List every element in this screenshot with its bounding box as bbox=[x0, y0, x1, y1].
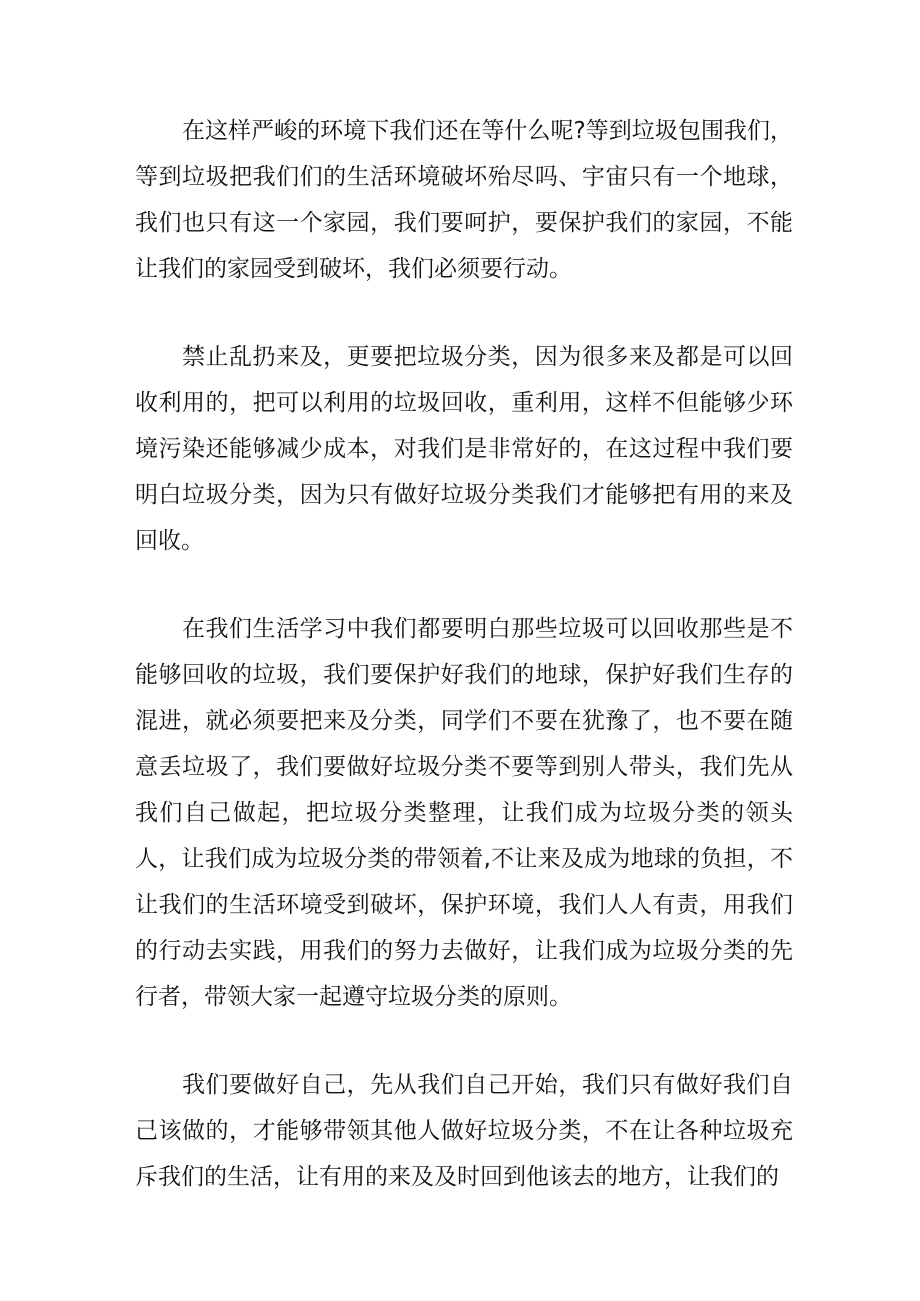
paragraph-2: 禁止乱扔来及，更要把垃圾分类，因为很多来及都是可以回收利用的，把可以利用的垃圾回收，重利用，这样不但能够少环境污染还能够减少成本，对我们是非常好的，在这过程中我们要明白垃圾分类，因为只有做好垃圾分类我们才能够把有用的来及回收。 bbox=[135, 344, 793, 554]
paragraph-3: 在我们生活学习中我们都要明白那些垃圾可以回收那些是不能够回收的垃圾，我们要保护好我们的地球，保护好我们生存的混进，就必须要把来及分类，同学们不要在犹豫了，也不要在随意丢垃圾了，我们要做好垃圾分类不要等到别人带头，我们先从我们自己做起，把垃圾分类整理，让我们成为垃圾分类的领头人，让我们成为垃圾分类的带领着,不让来及成为地球的负担，不让我们的生活环境受到破坏，保护环境，我们人人有责，用我们的行动去实践，用我们的努力去做好，让我们成为垃圾分类的先行者，带领大家一起遵守垃圾分类的原则。 bbox=[135, 616, 793, 1010]
paragraph-4: 我们要做好自己，先从我们自己开始，我们只有做好我们自己该做的，才能够带领其他人做好垃圾分类，不在让各种垃圾充斥我们的生活，让有用的来及及时回到他该去的地方，让我们的 bbox=[135, 1072, 793, 1190]
paragraph-1: 在这样严峻的环境下我们还在等什么呢?等到垃圾包围我们，等到垃圾把我们们的生活环境破坏殆尽吗、宇宙只有一个地球，我们也只有这一个家园，我们要呵护，要保护我们的家园，不能让我们的家园受到破坏，我们必须要行动。 bbox=[135, 118, 793, 282]
document-body bbox=[135, 108, 793, 1242]
